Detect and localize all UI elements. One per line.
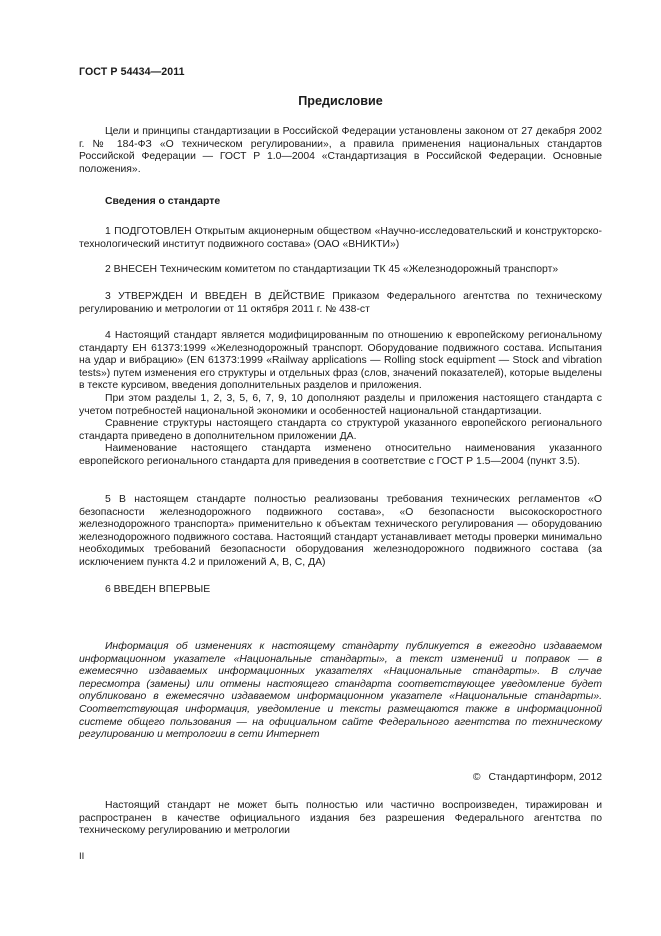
item-5-paragraph: 5 В настоящем стандарте полностью реализованы требования технических регламентов «О безопасности железнодорожного подвижного состава», «О безопасности высокоскоростного железнодорожного транспорта» применительно к объектам технического регулирования — оборудованию железнодорожного подвижного состава. Настоящий стандарт устанавливает методы проверки минимально необходимых требований безопасности оборудования железнодорожного подвижного состава (за исключением пункта 4.2 и приложений А, В, С, ДА) bbox=[79, 494, 602, 568]
item-3-paragraph: 3 УТВЕРЖДЕН И ВВЕДЕН В ДЕЙСТВИЕ Приказом Федерального агентства по техническому регулированию и метрологии от 11 октября 2011 г. № 438-ст bbox=[79, 291, 602, 315]
item-2-paragraph: 2 ВНЕСЕН Техническим комитетом по стандартизации ТК 45 «Железнодорожный транспорт» bbox=[105, 264, 559, 275]
item-4-paragraph-2: При этом разделы 1, 2, 3, 5, 6, 7, 9, 10 дополняют разделы и приложения настоящего стандарта с учетом потребностей национальной экономики и особенностей национальной стандартизации. bbox=[79, 392, 602, 417]
copyright-symbol: © bbox=[472, 772, 481, 783]
document-id-header: ГОСТ Р 54434—2011 bbox=[79, 66, 185, 78]
copyright-line bbox=[473, 772, 602, 785]
page-number: II bbox=[79, 851, 85, 862]
item-1-section bbox=[79, 226, 602, 251]
copyright-text: Стандартинформ, 2012 bbox=[488, 772, 602, 783]
item-6-paragraph: 6 ВВЕДЕН ВПЕРВЫЕ bbox=[105, 584, 211, 595]
item-4-paragraph-3: Сравнение структуры настоящего стандарта со структурой указанного европейского регионального стандарта приведено в дополнительном приложении ДА. bbox=[79, 418, 602, 442]
item-3-section bbox=[79, 291, 602, 316]
item-5-section bbox=[79, 494, 602, 570]
reproduction-notice-section bbox=[79, 800, 602, 838]
intro-paragraph: Цели и принципы стандартизации в Российской Федерации установлены законом от 27 декабря 2002 г. № 184-ФЗ «О техническом регулировании», а правила применения национальных стандартов Российской Федерации — ГОСТ Р 1.0—2004 «Стандартизация в Российской Федерации. Основные положения». bbox=[79, 126, 602, 175]
page-title: Предисловие bbox=[298, 94, 383, 108]
info-notice-paragraph: Информация об изменениях к настоящему стандарту публикуется в ежегодно издаваемом информационном указателе «Национальные стандарты», а текст изменений и поправок — в ежемесячно издаваемых информационных указателях «Национальные стандарты». В случае пересмотра (замены) или отмены настоящего стандарта соответствующее уведомление будет опубликовано в ежемесячно издаваемом информационном указателе «Национальные стандарты». Соответствующая информация, уведомление и тексты размещаются также в информационной системе общего пользования — на официальном сайте Федерального агентства по техническому регулированию и метрологии в сети Интернет bbox=[79, 641, 602, 741]
item-6-section bbox=[79, 584, 602, 597]
reproduction-notice-paragraph: Настоящий стандарт не может быть полностью или частично воспроизведен, тиражирован и распространен в качестве официального издания без разрешения Федерального агентства по техническому регулированию и метрологии bbox=[79, 800, 602, 837]
item-4-paragraph-1: 4 Настоящий стандарт является модифицированным по отношению к европейскому региональному стандарту ЕН 61373:1999 «Железнодорожный транспорт. Оборудование подвижного состава. Испытания на удар и вибрацию» (EN 61373:1999 «Railway applications — Rolling stock equipment — Stock and vibration tests») путем изменения его структуры и отдельных фраз (слов, значений показателей), которые выделены в тексте курсивом, введения дополнительных разделов и приложения. bbox=[79, 330, 602, 392]
item-2-section bbox=[79, 264, 602, 277]
info-notice-section bbox=[79, 641, 602, 742]
standard-info-heading: Сведения о стандарте bbox=[105, 196, 221, 207]
item-1-paragraph: 1 ПОДГОТОВЛЕН Открытым акционерным обществом «Научно-исследовательский и конструкторско-технологический институт подвижного состава» (ОАО «ВНИКТИ») bbox=[79, 226, 602, 250]
intro-section bbox=[79, 126, 602, 176]
item-4-section bbox=[79, 330, 602, 469]
item-4-paragraph-4: Наименование настоящего стандарта изменено относительно наименования указанного европейского регионального стандарта для приведения в соответствие с ГОСТ Р 1.5—2004 (пункт 3.5). bbox=[79, 443, 602, 467]
